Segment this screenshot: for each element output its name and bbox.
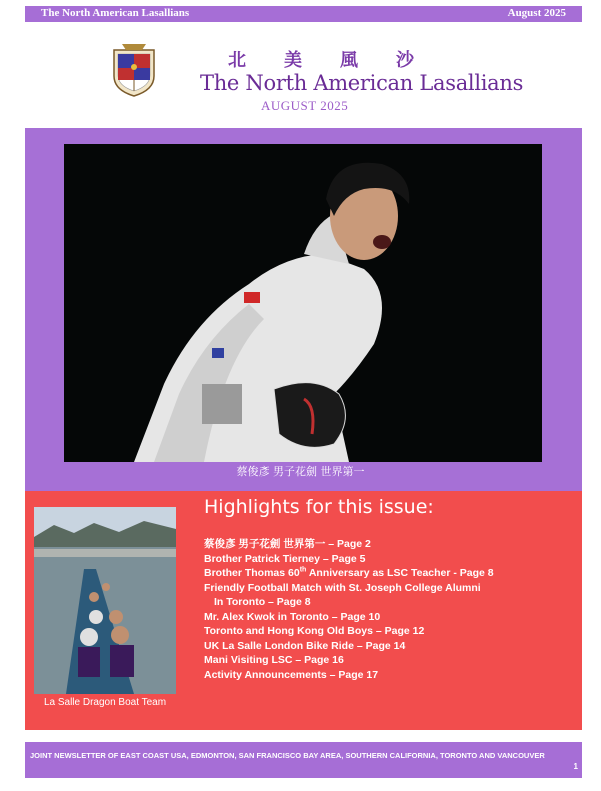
header-title: The North American Lasallians [41, 7, 190, 19]
fencer-cover-photo [64, 144, 542, 462]
highlights-list [204, 537, 494, 682]
highlight-item: Activity Announcements – Page 17 [204, 668, 379, 681]
header-bar [25, 6, 582, 22]
highlight-item: Brother Thomas 60th Anniversary as LSC Teacher - Page 8 [204, 566, 494, 579]
masthead-char: 風 [340, 50, 360, 71]
chinese-masthead [228, 46, 478, 72]
header-date: August 2025 [507, 7, 566, 19]
footer-bar [25, 742, 582, 778]
school-crest-icon [110, 40, 158, 98]
cover-caption: 蔡俊彥 男子花劍 世界第一 [236, 465, 365, 478]
footer-text: JOINT NEWSLETTER OF EAST COAST USA, EDMONTON, SAN FRANCISCO BAY AREA, SOUTHERN CALIFORNIA, TORONTO AND VANCOUVER [30, 751, 545, 760]
highlight-item: Brother Patrick Tierney – Page 5 [204, 552, 366, 565]
highlight-item: Mani Visiting LSC – Page 16 [204, 654, 344, 666]
masthead-char: 沙 [396, 50, 416, 71]
issue-date: AUGUST 2025 [261, 98, 349, 113]
boat-caption: La Salle Dragon Boat Team [43, 697, 167, 708]
masthead-title: The North American Lasallians [200, 71, 524, 95]
masthead-char: 北 [228, 50, 248, 71]
highlight-item: Friendly Football Match with St. Joseph College Alumni [204, 581, 481, 594]
highlights-title: Highlights for this issue: [204, 496, 434, 518]
highlight-item: 蔡俊彥 男子花劍 世界第一 – Page 2 [204, 538, 371, 550]
page-number: 1 [573, 762, 578, 771]
dragon-boat-photo [34, 507, 176, 694]
masthead-char: 美 [284, 50, 304, 71]
highlight-item: Toronto and Hong Kong Old Boys – Page 12 [204, 625, 425, 637]
highlight-item: Mr. Alex Kwok in Toronto – Page 10 [204, 610, 381, 623]
highlight-item: UK La Salle London Bike Ride – Page 14 [204, 639, 406, 652]
highlight-item: In Toronto – Page 8 [214, 596, 311, 608]
